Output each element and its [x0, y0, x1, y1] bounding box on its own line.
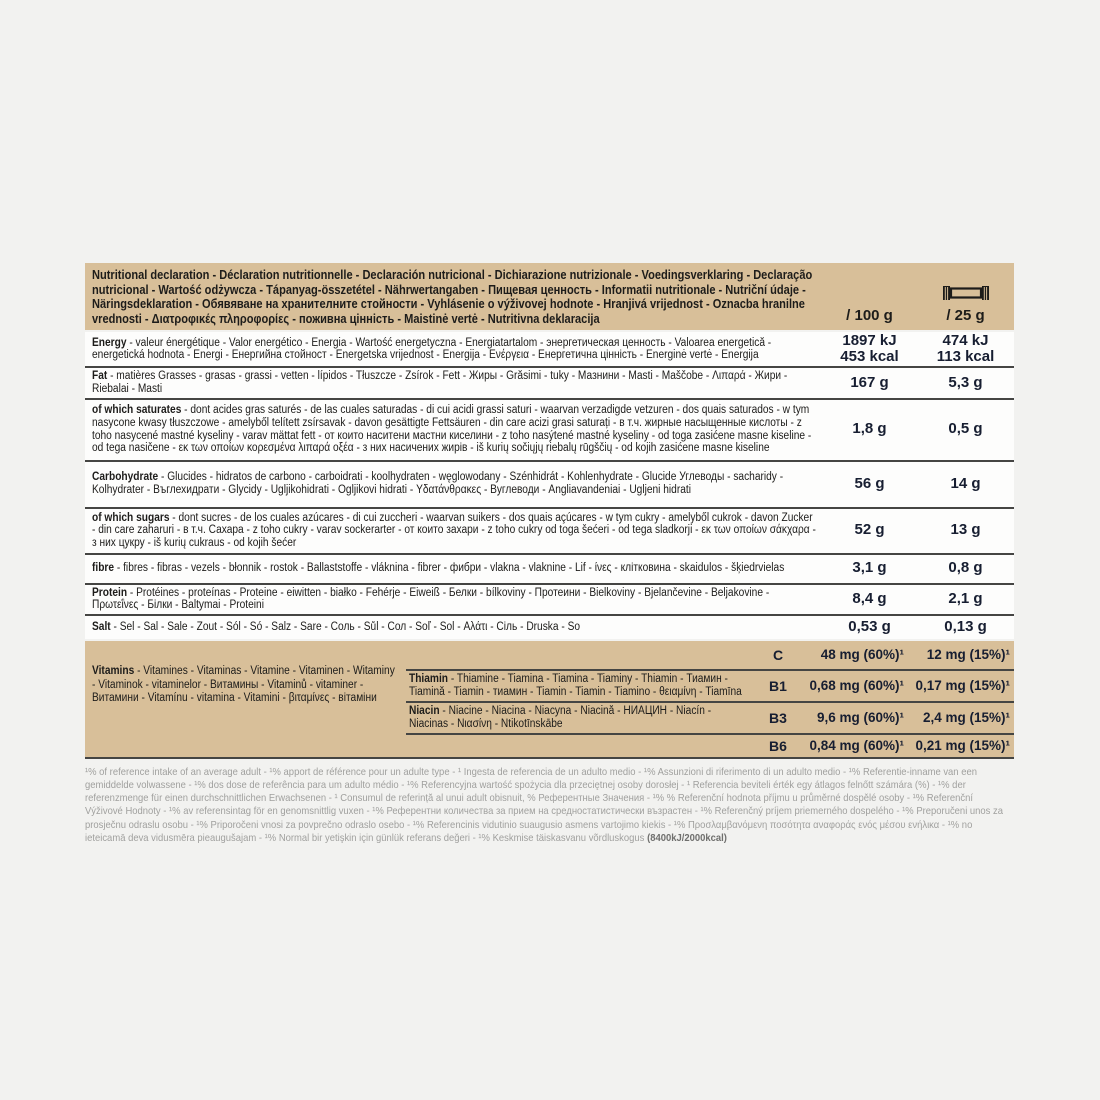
nutrient-lead: Energy — [92, 336, 127, 349]
row-carbohydrate — [85, 462, 1014, 509]
value-per100: 8,4 g — [852, 589, 887, 607]
vitamin-name — [406, 703, 756, 732]
nutrient-label — [85, 560, 822, 577]
nutrient-label — [85, 335, 822, 364]
vitamin-name — [406, 744, 756, 748]
row-saturates — [85, 400, 1014, 462]
vitamin-row-b6 — [406, 733, 1014, 757]
value-per100: 3,1 g — [852, 559, 887, 577]
value-per100: 167 g — [850, 373, 889, 391]
vitamins-label — [85, 641, 406, 757]
value-per25: 474 kJ 113 kcal — [936, 331, 995, 366]
value-per25: 2,1 g — [948, 589, 983, 607]
table-title-text: Nutritional declaration - Déclaration nutritionnelle - Declaración nutricional - Dichiarazione nutrizionale - Voedingsverklaring - Declaração nutricional - Wartość odżywcza - Tápanyag-összetétel - Nährwertangaben - Пищевая ценность - Informatii nutritionale - Nutriční údaje - Näringsdeklaration - Обявяване на хранителните стойности - Vyhlásenie o výživovej hodnote - Hranjivá vrijednost - Oznacba hranilne vrednosti - Διατροφικές πληροφορίες - поживна цінність - Maistinė vertė - Nutritivna deklaracija — [92, 268, 813, 326]
nutrient-lead: of which sugars — [92, 511, 170, 524]
nutrient-translations: - Protéines - proteínas - Proteine - eiwitten - białko - Fehérje - Eiweiß - Белки - bílkoviny - Протеини - Bielkoviny - Bjelančevine - Beljakovine - Πρωτεΐνες - Білки - Baltymai - Proteini — [92, 586, 770, 612]
nutrient-label — [85, 368, 822, 397]
nutrient-lead: fibre — [92, 562, 115, 575]
row-fibre — [85, 555, 1014, 585]
vitamin-name-lead: Thiamin — [409, 673, 449, 686]
vitamin-name-translations: - Thiamine - Tiamina - Tiamina - Tiaminy - Thiamin - Тиамин - Tiamină - Tiamin - тиамин - Tiamin - Tiamin - Tiamino - θειαμίνη - Tiamīna — [409, 673, 742, 698]
vitamin-name — [406, 671, 756, 700]
nutrient-label — [85, 402, 822, 456]
vitamin-row-b3 — [406, 701, 1014, 733]
vitamin-value-per100: 48 mg (60%)¹ — [820, 647, 904, 663]
vitamin-row-c — [406, 641, 1014, 669]
vitamin-value-per100: 0,84 mg (60%)¹ — [809, 738, 904, 754]
vitamin-code: C — [772, 646, 784, 663]
row-salt — [85, 616, 1014, 639]
value-per100: 56 g — [854, 474, 885, 492]
nutrition-table — [85, 263, 1014, 845]
nutrient-translations: - Glucides - hidratos de carbono - carboidrati - koolhydraten - węglowodany - Szénhidrát - Kohlenhydrate - Glucide Углеводы - sacharidy - Kolhydrater - Въглехидрати - Glycidy - Ugljikohidrati - Ogljikovi hidrati - Υδατάνθρακες - Вуглеводи - Angliavandeniai - Ugljeni hidrati — [92, 471, 784, 497]
nutrient-label — [85, 585, 822, 614]
vitamin-value-per25: 12 mg (15%)¹ — [926, 647, 1010, 663]
footnote-energy-reference: (8400kJ/2000kcal) — [647, 831, 727, 844]
row-fat — [85, 368, 1014, 399]
nutrient-translations: - matières Grasses - grasas - grassi - vetten - lípidos - Tłuszcze - Zsírok - Fett - Жиры - Grăsimi - tuky - Мазнини - Masti - Maščobe - Λιπαρά - Жири - Riebalai - Masti — [92, 370, 788, 395]
vitamin-value-per100: 0,68 mg (60%)¹ — [809, 678, 904, 694]
vitamin-code: B1 — [769, 677, 787, 694]
nutrient-label — [85, 619, 822, 636]
nutrient-translations: - dont sucres - de los cuales azúcares - di cui zuccheri - waarvan suikers - dos quais açúcares - w tym cukry - amelyből cukrok - davon Zucker - din care zaharuri - в т.ч. Сахара - z toho cukry - varav sockerarter - от които захари - z toho cukry od toga šećeri - od tega sladkorji - εκ των οποίων σάκχαρα - з них цукру - iš kurių cukraus - od kojih šećer — [92, 511, 816, 549]
nutrient-lead: Salt — [92, 620, 111, 633]
per100-column-header — [822, 268, 917, 326]
row-sugars — [85, 509, 1014, 555]
wrapped-bar-icon — [943, 285, 989, 301]
vitamin-value-per25: 2,4 mg (15%)¹ — [922, 710, 1010, 726]
vitamins-translations: - Vitamines - Vitaminas - Vitamine - Vitaminen - Witaminy - Vitaminok - vitaminelor - Витамины - Vitaminů - vitaminer - Витамини - Vitamínu - vitamina - Vitamini - βιταμίνες - вітаміни — [92, 664, 395, 705]
vitamin-value-per25: 0,17 mg (15%)¹ — [915, 678, 1010, 694]
vitamin-name — [406, 653, 756, 657]
vitamins-rows — [406, 641, 1014, 757]
value-per25: 5,3 g — [948, 373, 983, 391]
value-per100: 52 g — [854, 521, 885, 539]
nutrient-translations: - Sel - Sal - Sale - Zout - Sól - Só - Salz - Sare - Соль - Sůl - Сол - Soľ - Sol - Αλάτι - Сіль - Druska - So — [110, 620, 581, 633]
nutrient-lead: Fat — [92, 370, 108, 383]
vitamins-section — [85, 641, 1014, 759]
vitamin-value-per25: 0,21 mg (15%)¹ — [915, 738, 1010, 754]
vitamin-code: B3 — [769, 709, 787, 726]
footnote-text: ¹% of reference intake of an average adult - ¹% apport de référence pour un adulte type - ¹ Ingesta de referencia de un adulto medio - ¹% Assunzioni di riferimento di un adulto medio - ¹% Referentie-inname van een gemiddelde volwassene - ¹% dos dose de referência para um adulto médio - ¹% Referencyjna wartość spożycia dla przeciętnej osoby dorosłej - ¹ Referencia beviteli érték egy átlagos felnőtt számára (%) - ¹% der referenzmenge für einen durchschnittlichen Erwachsenen - ¹ Consumul de referință al unui adult obisnuit, % Референтные Значения - ¹% % Referenční hodnota příjmu u průměrné dospělé osoby - ¹% Referenční Výživové Hodnoty - ¹% av referensintag för en genomsnittlig vuxen - ¹% Референтни количества за прием на средностатистически възрастен - ¹% Referenčný príjem priemerného dospelého - ¹% Preporučeni unos za prosječnu odraslu osobu - ¹% Priporočeni vnosi za povprečno odraslo osebo - ¹% Referencinis vidutinio suaugusio asmens vartojimo kiekis - ¹% Προσλαμβανόμενη ποσότητα αναφοράς ενός μέσου ενήλικα - ¹% no ieteicamā deva vidusmēra pieaugušajam - ¹% Normal bir yetişkin için günlük referans değeri - ¹% Keskmise täiskasvanu võrdluskogus — [85, 765, 1004, 844]
value-per100: 1,8 g — [852, 420, 887, 438]
vitamin-code: B6 — [769, 737, 787, 754]
value-per25: 14 g — [950, 474, 981, 492]
footnote — [85, 766, 1014, 845]
vitamin-name-translations: - Niacine - Niacina - Niacyna - Niacină - НИАЦИН - Niacín - Niacinas - Νιασίνη - Ntikotīnskābe — [409, 705, 712, 730]
vitamins-lead: Vitamins — [92, 664, 135, 677]
nutrient-translations: - fibres - fibras - vezels - błonnik - rostok - Ballaststoffe - vláknina - fibrer - фибри - vlakna - vlaknine - Lif - ίνες - клітковина - skaidulos - šķiedrvielas — [114, 562, 785, 575]
nutrient-lead: Protein — [92, 586, 128, 599]
vitamin-name-lead: Niacin — [409, 705, 440, 718]
value-per25: 0,8 g — [948, 559, 983, 577]
table-title — [92, 268, 822, 326]
row-protein — [85, 585, 1014, 616]
row-energy — [85, 332, 1014, 368]
per100-unit-label: / 100 g — [846, 307, 893, 325]
nutrient-translations: - valeur énergétique - Valor energético - Energia - Wartość energetyczna - Energiatartalom - энергетическая ценность - Valoarea energetică - energetická hodnota - Energi - Енергийна стойност - Energetska vrijednost - Energija - Ενέργεια - Енергетична цінність - Energinė vertė - Energija — [92, 336, 772, 362]
nutrient-label — [85, 510, 822, 552]
nutrient-label — [85, 469, 822, 498]
value-per100: 1897 kJ 453 kcal — [840, 331, 899, 366]
per25-unit-label: / 25 g — [946, 307, 985, 325]
value-per25: 13 g — [950, 521, 981, 539]
nutrient-lead: of which saturates — [92, 404, 182, 417]
nutrient-translations: - dont acides gras saturés - de las cuales saturadas - di cui acidi grassi saturi - waarvan verzadigde vetzuren - dos quais saturados - w tym nasycone kwasy tłuszczowe - amelyből telített zsírsavak - davon gesättigte Fettsäuren - din care acizi grasi saturați - в т.ч. жирные насыщенные кислоты - z toho nasycené mastné kyseliny - varav mättat fett - от които наситени мастни киселини - z toho nasýtené mastné kyseliny - od toga zasićene masne kiseline - od tega nasičene - εκ των οποίων κορεσμένα λιπαρά οξέα - з них насичених жирів - iš kurių sočiųjų riebalų rūgščių - od kojih zasićene masne kiseline — [92, 404, 812, 455]
vitamin-row-b1 — [406, 669, 1014, 701]
value-per100: 0,53 g — [848, 618, 891, 635]
value-per25: 0,5 g — [948, 420, 983, 438]
table-header — [85, 263, 1014, 330]
vitamin-value-per100: 9,6 mg (60%)¹ — [816, 710, 904, 726]
per25-column-header — [917, 268, 1014, 326]
value-per25: 0,13 g — [944, 618, 987, 635]
nutrient-lead: Carbohydrate — [92, 471, 159, 484]
